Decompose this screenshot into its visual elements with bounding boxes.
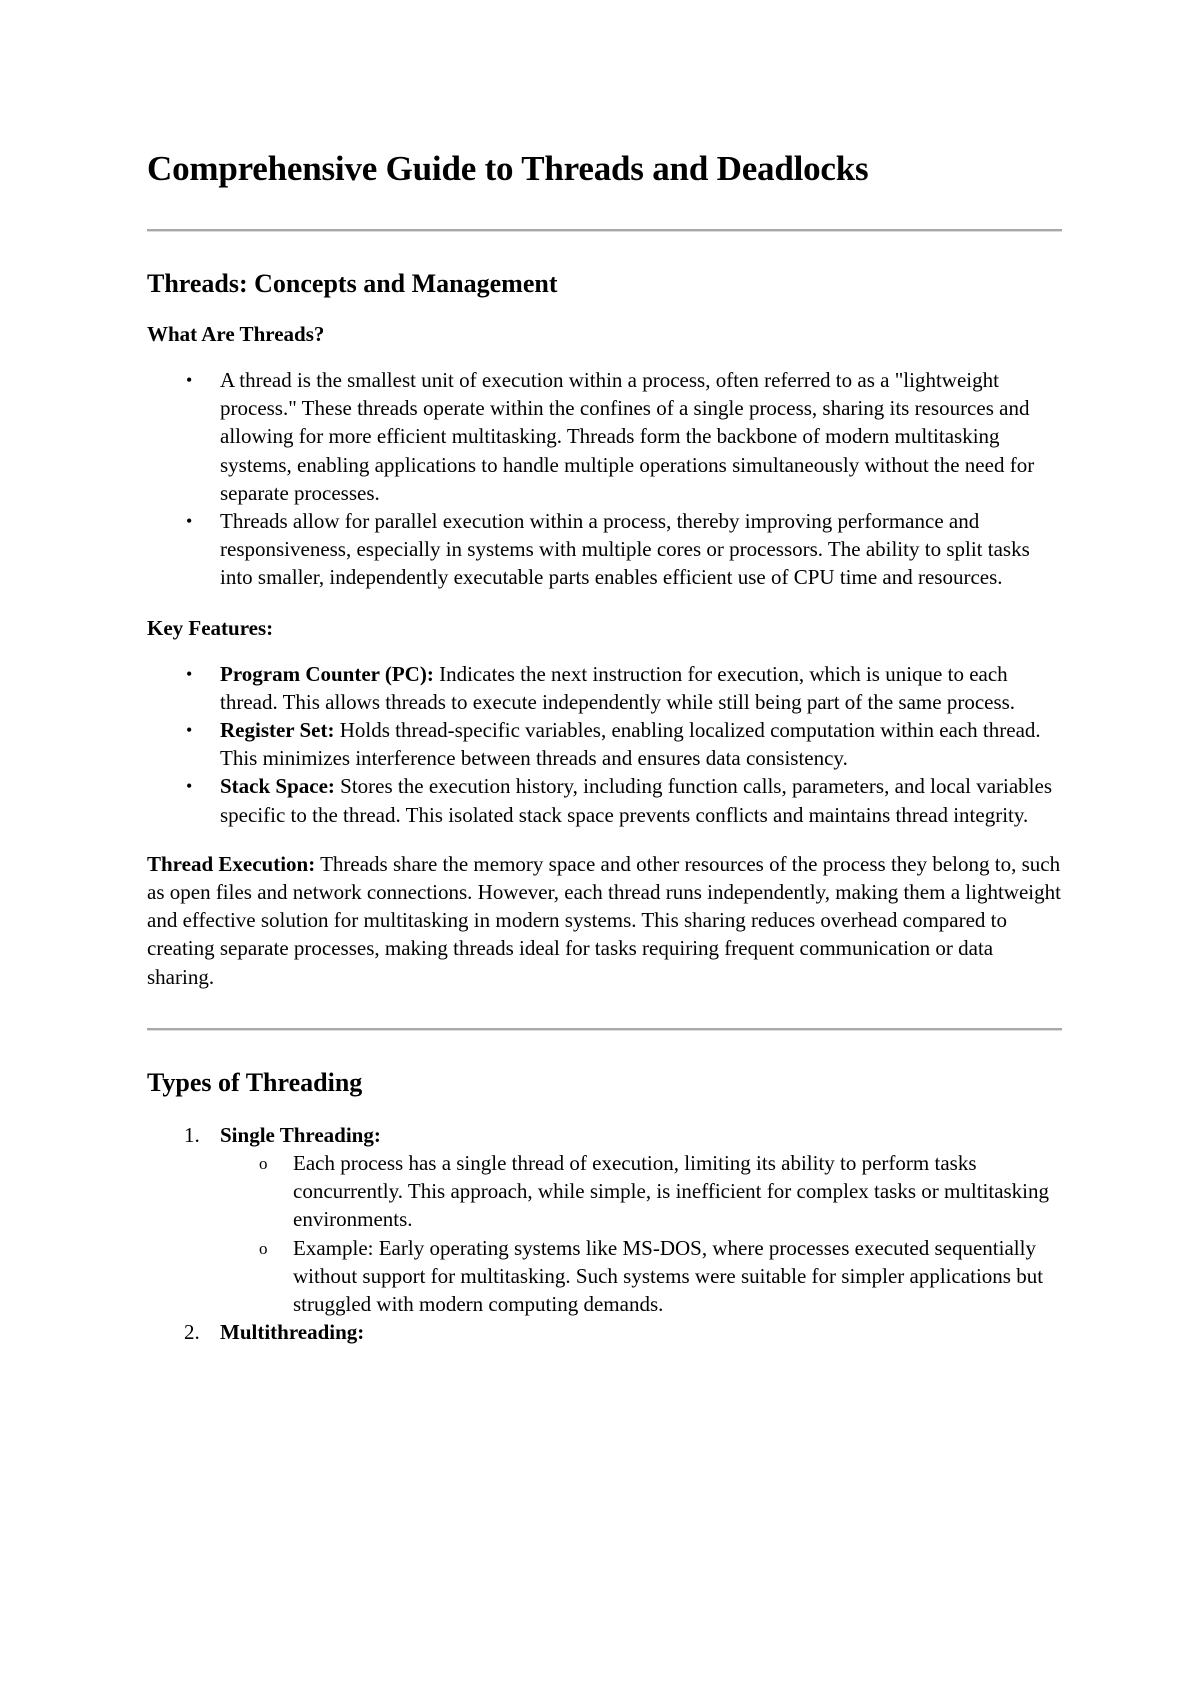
list-item-text: A thread is the smallest unit of execution within a process, often referred to as a "lightweight process." These threads operate within the confines of a single process, sharing its resources and allowing for more efficient multitasking. Threads form the backbone of modern multitasking systems, enabling applications to handle multiple operations simultaneously without the need for separate processes. [220, 368, 1035, 505]
list-item [186, 366, 1062, 507]
bullet-icon: • [186, 370, 193, 390]
thread-execution-text: Threads share the memory space and other resources of the process they belong to, such as open files and network connections. However, each thread runs independently, making them a lightweight and effective solution for multitasking in modern systems. This sharing reduces overhead compared to creating separate processes, making threads ideal for tasks requiring frequent communication or data sharing. [147, 851, 1061, 989]
subheading-key-features: Key Features: [147, 615, 274, 640]
sub-list [220, 1149, 1062, 1318]
section-heading-types: Types of Threading [147, 1067, 363, 1097]
item-number: 1. [184, 1122, 200, 1147]
feature-term: Register Set: [220, 718, 335, 743]
feature-description: Stores the execution history, including function calls, parameters, and local variables specific to the thread. This isolated stack space prevents conflicts and maintains thread integrity. [220, 774, 1053, 827]
page-title: Comprehensive Guide to Threads and Deadlocks [147, 149, 869, 188]
feature-term: Program Counter (PC): [220, 661, 434, 686]
subheading-what-are-threads: What Are Threads? [147, 322, 325, 346]
list-item [186, 716, 1062, 772]
section-heading-threads: Threads: Concepts and Management [147, 269, 558, 298]
section-divider [147, 229, 1062, 232]
sub-list-item [259, 1234, 1062, 1319]
bullet-icon: • [186, 663, 193, 684]
circle-bullet-icon: o [259, 1154, 268, 1174]
bullet-icon: • [186, 776, 193, 797]
sub-list-item [259, 1149, 1062, 1234]
section-divider [147, 1028, 1062, 1031]
numbered-item [184, 1318, 1062, 1346]
sub-item-text: Example: Early operating systems like MS-DOS, where processes executed sequentially without support for multitasking. Such systems were suitable for simpler applications but struggled with modern computing demands. [293, 1235, 1044, 1317]
item-label: Single Threading: [220, 1122, 381, 1147]
what-are-threads-list [147, 366, 1062, 592]
feature-term: Stack Space: [220, 774, 335, 799]
bullet-icon: • [186, 511, 193, 532]
bullet-icon: • [186, 720, 193, 741]
item-label: Multithreading: [220, 1320, 365, 1345]
thread-execution-paragraph [147, 850, 1062, 991]
feature-description: Indicates the next instruction for execution, which is unique to each thread. This allows threads to execute independently while still being part of the same process. [220, 661, 1016, 714]
list-item [186, 660, 1062, 716]
feature-description: Holds thread-specific variables, enabling localized computation within each thread. This minimizes interference between threads and ensures data consistency. [220, 718, 1041, 771]
thread-execution-term: Thread Execution: [147, 851, 316, 876]
key-features-list [147, 660, 1062, 829]
list-item-text: Threads allow for parallel execution within a process, thereby improving performance and responsiveness, especially in systems with multiple cores or processors. The ability to split tasks into smaller, independently executable parts enables efficient use of CPU time and resources. [220, 509, 1030, 590]
list-item [186, 772, 1062, 828]
numbered-item [184, 1121, 1062, 1318]
sub-item-text: Each process has a single thread of execution, limiting its ability to perform tasks concurrently. This approach, while simple, is inefficient for complex tasks or multitasking environments. [293, 1151, 1050, 1232]
item-number: 2. [184, 1320, 200, 1345]
list-item [186, 507, 1062, 592]
threading-types-list [147, 1121, 1062, 1347]
circle-bullet-icon: o [259, 1238, 268, 1258]
